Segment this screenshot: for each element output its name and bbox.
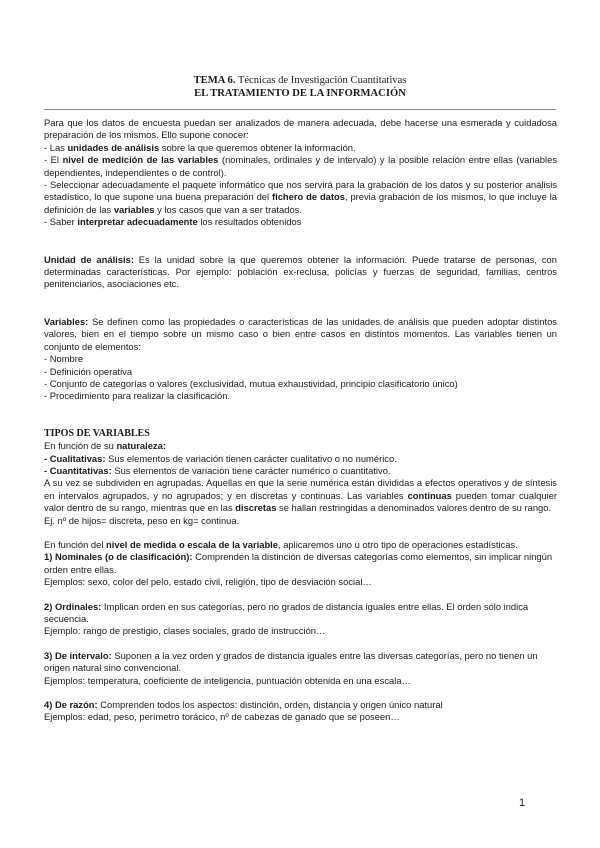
variables-item: - Definición operativa <box>44 365 133 377</box>
header-divider <box>44 109 556 110</box>
header-subtitle: EL TRATAMIENTO DE LA INFORMACIÓN <box>194 88 406 99</box>
variables-item: - Procedimiento para realizar la clasificación. <box>44 390 231 402</box>
variables-label: Variables: <box>44 315 89 327</box>
tipos-heading: TIPOS DE VARIABLES <box>44 427 150 439</box>
tipos-naturaleza: En función de su naturaleza: <box>44 440 166 452</box>
variables-paragraph: Variables: Se definen como las propiedades o características de las unidades de análisis que pueden adoptar distintos valores, bien en el tiempo sobre un mismo caso o bien entre casos en distintos momentos. Las variables tienen un conjunto de elementos: <box>44 315 557 352</box>
document-body <box>44 117 557 724</box>
tipos-example: Ej. nº de hijos= discreta, peso en kg= continua. <box>44 514 240 526</box>
header-title-line <box>0 74 600 87</box>
medida-razon-example: Ejemplos: edad, peso, perímetro torácico, nº de cabezas de ganado que se poseen… <box>44 711 400 723</box>
variables-item: - Nombre <box>44 353 84 365</box>
intro-bullet-interpret: - Saber interpretar adecuadamente los resultados obtenidos <box>44 216 302 228</box>
tipos-subdivision: A su vez se subdividen en agrupadas. Aquellas en que la serie numérica están divididas a efectos operativos y de síntesis en intervalos agrupados, y no agrupados; y en discretas y continuas. Las variables continuas pueden tomar cualquier valor dentro de su rango, mientras que en las discretas se hallan restringidas a denominados valores dentro de su rango. <box>44 477 557 514</box>
header-tema-title: Técnicas de Investigación Cuantitativas <box>235 75 407 86</box>
medida-intervalo: 3) De intervalo: Suponen a la vez orden y grados de distancia iguales entre las diversas categorías, pero no tienen un origen natural sino convencional. <box>44 649 538 674</box>
intro-paragraph: Para que los datos de encuesta puedan ser analizados de manera adecuada, debe hacerse una esmerada y cuidadosa preparación de los mismos. Ello supone conocer: <box>44 117 557 141</box>
medida-intro: En función del nivel de medida o escala de la variable, aplicaremos uno u otro tipo de operaciones estadísticas. <box>44 538 518 550</box>
unidad-analisis-label: Unidad de análisis: <box>44 253 134 265</box>
intro-bullet-software: - Seleccionar adecuadamente el paquete informático que nos servirá para la grabación de los datos y su posterior análisis estadístico, lo que supone una buena preparación del fichero de datos, previa grabación de los mismos, lo que incluye la definición de las variables y los casos que van a ser tratados. <box>44 179 557 215</box>
unidad-analisis-paragraph: Unidad de análisis: Es la unidad sobre la que queremos obtener la información. Puede tratarse de personas, con determinadas características. Por ejemplo: población ex-reclusa, policías y fuerzas de seguridad, familias, centros penitenciarios, asociaciones etc. <box>44 253 557 290</box>
tipos-cualitativas: - Cualitativas: Sus elementos de variación tienen carácter cualitativo o no numérico. <box>44 452 397 464</box>
medida-ordinales-example: Ejemplo: rango de prestigio, clases sociales, grado de instrucción… <box>44 625 326 637</box>
medida-nominales: 1) Nominales (o de clasificación): Comprenden la distinción de diversas categorías como elementos, sin implicar ningún orden entre ellas. <box>44 551 553 575</box>
medida-razon: 4) De razón: Comprenden todos los aspectos: distinción, orden, distancia y origen único natural <box>44 699 443 711</box>
variables-item: - Conjunto de categorías o valores (exclusividad, mutua exhaustividad, principio clasificatorio único) <box>44 377 458 389</box>
medida-nominales-example: Ejemplos: sexo, color del pelo, estado civil, religión, tipo de desviación social… <box>44 576 372 588</box>
header-tema-label: TEMA 6. <box>193 75 236 86</box>
document-header <box>0 74 600 100</box>
medida-ordinales: 2) Ordinales: Implican orden en sus categorías, pero no grados de distancia iguales entre ellas. El orden sólo indica secuencia. <box>44 600 529 624</box>
page-number: 1 <box>519 797 526 809</box>
intro-bullet-units: - Las unidades de análisis sobre la que queremos obtener la información. <box>44 141 356 153</box>
tipos-cuantitativas: - Cuantitativas: Sus elementos de variación tiene carácter numérico o cuantitativo. <box>44 464 391 476</box>
intro-bullet-levels: - El nivel de medición de las variables (nominales, ordinales y de intervalo) y la posible relación entre ellas (variables dependientes, independientes o de control). <box>44 154 558 178</box>
medida-intervalo-example: Ejemplos: temperatura, coeficiente de inteligencia, puntuación obtenida en una escala… <box>44 674 411 686</box>
